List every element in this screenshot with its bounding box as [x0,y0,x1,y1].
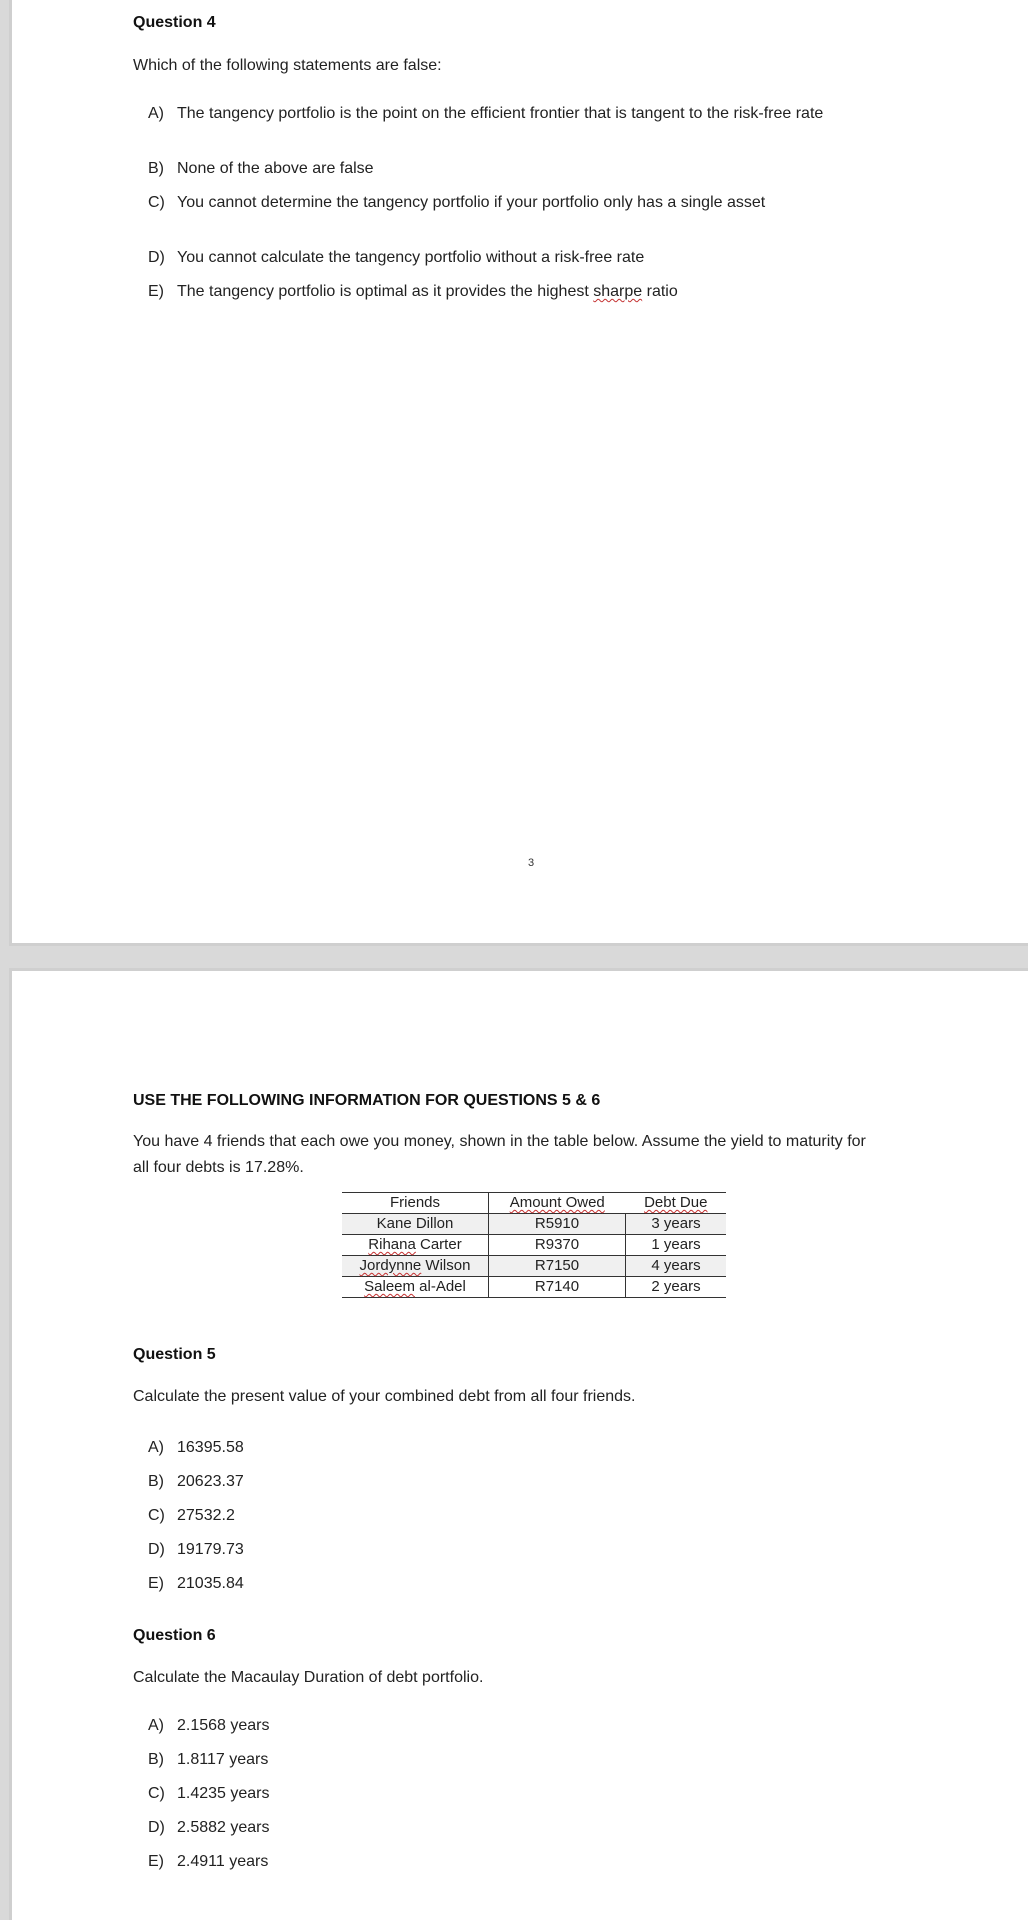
question-5-option-c[interactable] [148,1507,235,1525]
option-text-end: ratio [646,283,678,300]
debt-due: 2 years [626,1277,727,1298]
option-text: You cannot calculate the tangency portfolio without a risk-free rate [177,249,645,266]
amount-owed: R7150 [489,1256,626,1277]
debt-due: 1 years [651,1236,701,1253]
question-4-option-d[interactable] [148,249,644,267]
option-letter: B) [148,1473,164,1490]
question-6-option-d[interactable] [148,1819,270,1837]
spellcheck-flagged-word[interactable]: sharpe [593,283,643,300]
option-text: 1.4235 years [177,1785,270,1802]
question-5-option-d[interactable] [148,1541,244,1559]
question-4-option-c[interactable] [148,194,765,212]
document-page-3 [9,0,1028,946]
info-heading: USE THE FOLLOWING INFORMATION FOR QUESTIONS 5 & 6 [133,1092,601,1109]
option-letter: A) [148,1439,164,1456]
option-text: 19179.73 [177,1541,244,1558]
option-text: You cannot determine the tangency portfolio if your portfolio only has a single asset [177,194,766,211]
option-letter: A) [148,105,164,122]
option-text: The tangency portfolio is the point on the efficient frontier that is tangent to the risk-free rate [177,105,824,122]
amount-owed: R5910 [489,1214,626,1235]
option-letter: E) [148,1575,164,1592]
debt-table [342,1192,726,1298]
question-6-option-e[interactable] [148,1853,268,1871]
friend-name: Kane Dillon [342,1214,489,1235]
option-letter: A) [148,1717,164,1734]
question-5-option-a[interactable] [148,1439,244,1457]
option-letter: C) [148,1785,165,1802]
question-4-option-e[interactable] [148,283,678,301]
option-text: 21035.84 [177,1575,244,1592]
info-text-line-2: all four debts is 17.28%. [133,1159,304,1176]
option-letter: E) [148,283,164,300]
option-text: 2.5882 years [177,1819,270,1836]
option-text: 2.1568 years [177,1717,270,1734]
friend-name: Saleem al-Adel [342,1277,489,1298]
question-6-prompt: Calculate the Macaulay Duration of debt portfolio. [133,1669,484,1686]
question-5-option-e[interactable] [148,1575,244,1593]
page-number: 3 [528,857,535,869]
column-header-amount-owed: Amount Owed [489,1193,626,1214]
option-letter: B) [148,1751,164,1768]
table-row [342,1277,726,1298]
question-6-option-b[interactable] [148,1751,268,1769]
question-5-option-b[interactable] [148,1473,244,1491]
table-row [342,1214,726,1235]
option-text: The tangency portfolio is optimal as it provides the highest [177,283,589,300]
info-text-line-1: You have 4 friends that each owe you money, shown in the table below. Assume the yield to maturity for [133,1133,866,1150]
table-row [342,1235,726,1256]
question-6-title: Question 6 [133,1627,216,1644]
question-6-option-a[interactable] [148,1717,270,1735]
option-letter: C) [148,194,165,211]
question-4-option-b[interactable] [148,160,374,178]
amount-owed: R9370 [489,1235,626,1256]
option-text: None of the above are false [177,160,374,177]
table-header-row [342,1193,726,1214]
question-6-option-c[interactable] [148,1785,270,1803]
question-5-prompt: Calculate the present value of your combined debt from all four friends. [133,1388,636,1405]
question-4-prompt: Which of the following statements are false: [133,57,442,74]
debt-due: 4 years [626,1256,727,1277]
option-letter: D) [148,1819,165,1836]
table-row [342,1256,726,1277]
debt-due: 3 years [626,1214,727,1235]
amount-owed: R7140 [489,1277,626,1298]
document-page-4 [9,968,1028,1920]
option-text: 27532.2 [177,1507,235,1524]
option-text: 20623.37 [177,1473,244,1490]
friend-name: Jordynne Wilson [342,1256,489,1277]
question-4-option-a[interactable] [148,105,823,123]
option-letter: D) [148,1541,165,1558]
option-letter: D) [148,249,165,266]
option-text: 1.8117 years [177,1751,269,1768]
question-4-title: Question 4 [133,14,216,31]
option-letter: C) [148,1507,165,1524]
column-header-friends: Friends [342,1193,489,1214]
option-letter: E) [148,1853,164,1870]
column-header-debt-due: Debt Due [626,1193,727,1214]
option-text: 16395.58 [177,1439,244,1456]
question-5-title: Question 5 [133,1346,216,1363]
option-text: 2.4911 years [177,1853,269,1870]
friend-name: Rihana Carter [342,1235,489,1256]
option-letter: B) [148,160,164,177]
